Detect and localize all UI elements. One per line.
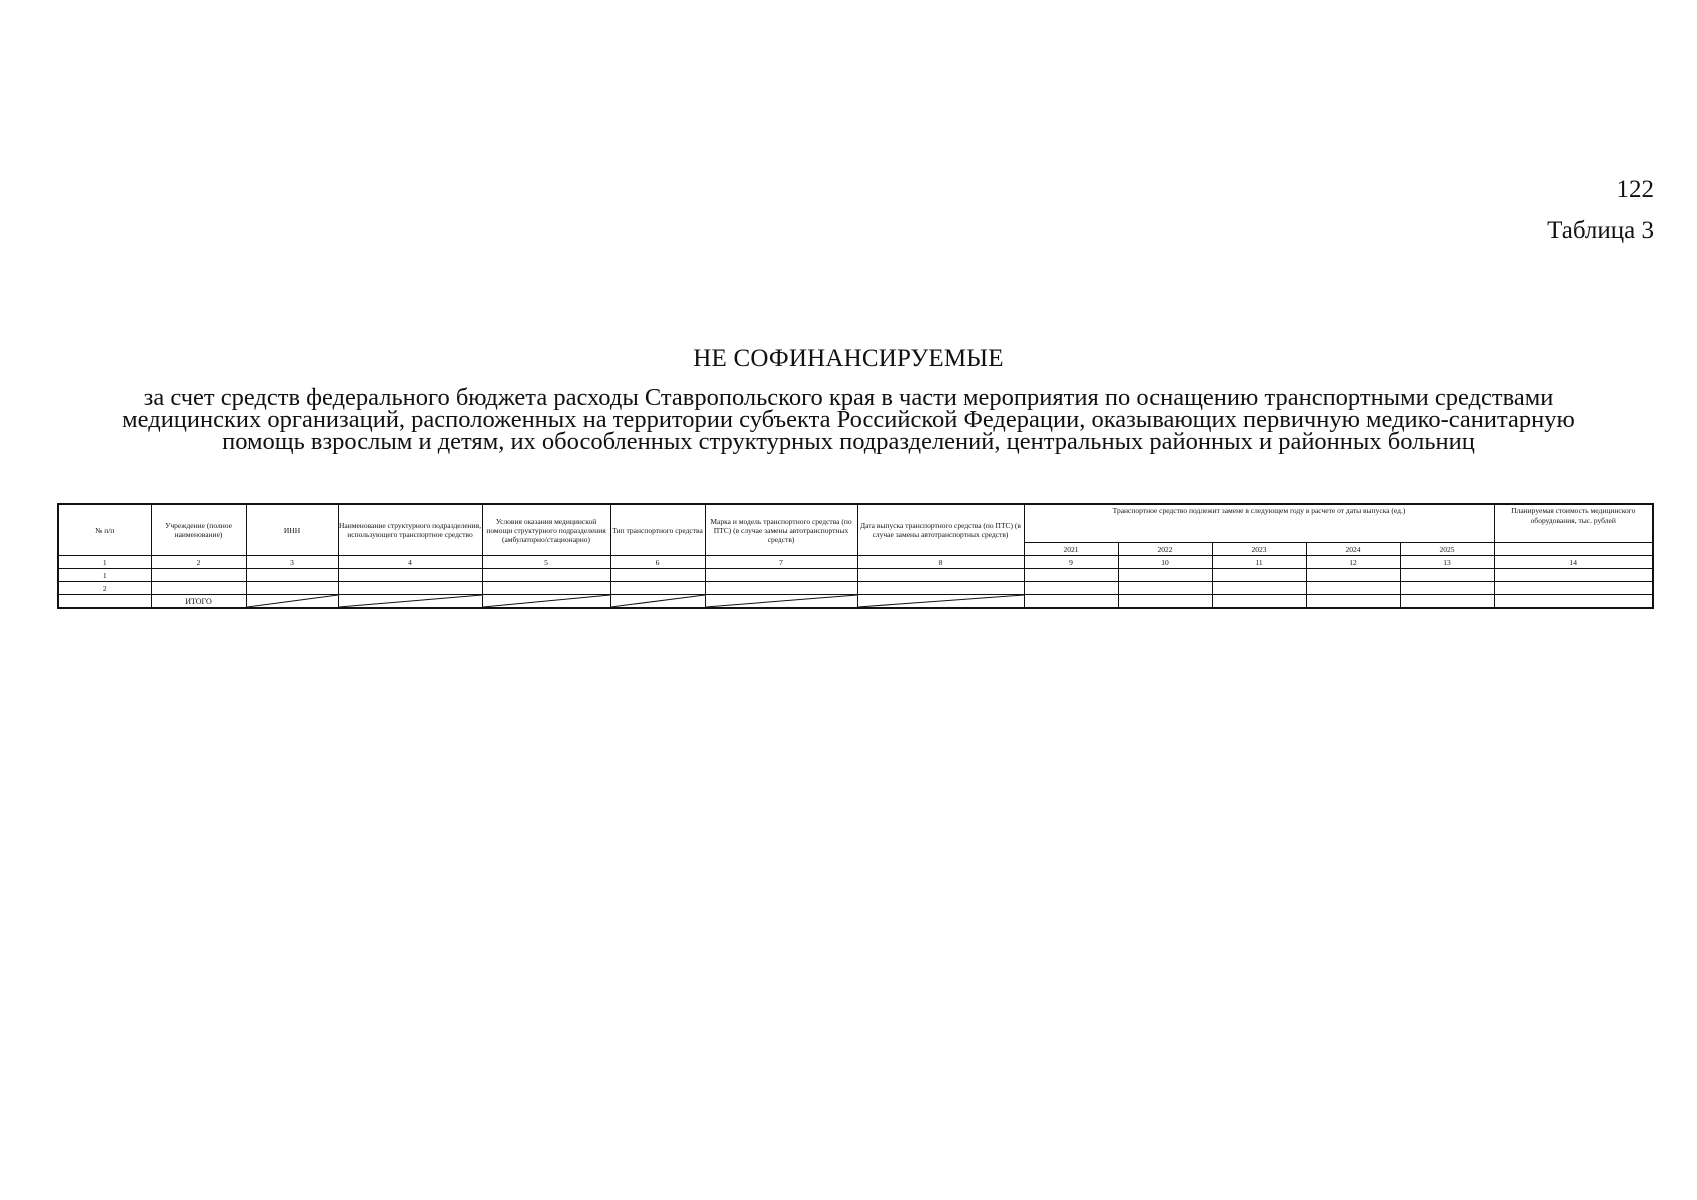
table-cell [1212,582,1306,595]
header-planned-cost: Планируемая стоимость медицинского оборудования, тыс. рублей [1494,504,1653,543]
table-cell [1494,569,1653,582]
column-number: 8 [857,556,1024,569]
header-vehicle-type: Тип транспортного средства [610,504,705,556]
column-number: 5 [482,556,610,569]
column-number: 1 [58,556,151,569]
table-cell [1212,595,1306,609]
document-subheading [60,384,1637,455]
table-cell [1494,595,1653,609]
table-cell [246,582,338,595]
header-year: 2022 [1118,543,1212,556]
table-cell [705,582,857,595]
table-cell [1306,595,1400,609]
table-cell [338,569,482,582]
table-cell [1306,569,1400,582]
table-cell [482,569,610,582]
crossed-cell [338,595,482,609]
table-cell [610,582,705,595]
table-cell [1494,582,1653,595]
subheading-line: помощь взрослым и детям, их обособленных структурных подразделений, центральных районных и районных больниц [222,428,1475,455]
header-year: 2021 [1024,543,1118,556]
column-number: 2 [151,556,246,569]
header-year: 2025 [1400,543,1494,556]
document-heading: НЕ СОФИНАНСИРУЕМЫЕ [693,345,1004,372]
header-replacement-group: Транспортное средство подлежит замене в следующем году в расчете от даты выпуска (ед.) [1024,504,1494,543]
table-cell [705,569,857,582]
table-label: Таблица 3 [1547,217,1654,244]
crossed-cell [857,595,1024,609]
column-number: 10 [1118,556,1212,569]
header-subdivision: Наименование структурного подразделения, использующего транспортное средство [338,504,482,556]
table-cell [1400,595,1494,609]
table-cell [1118,569,1212,582]
header-inn: ИНН [246,504,338,556]
table-cell [151,582,246,595]
column-number: 9 [1024,556,1118,569]
crossed-cell [610,595,705,609]
header-num: № п/п [58,504,151,556]
crossed-cell [482,595,610,609]
column-numbers-row [58,556,1653,569]
header-cost-blank [1494,543,1653,556]
table-cell [1400,582,1494,595]
column-number: 3 [246,556,338,569]
table-cell [1306,582,1400,595]
column-number: 12 [1306,556,1400,569]
total-label: ИТОГО [151,595,246,609]
table-cell [1024,595,1118,609]
header-release-date: Дата выпуска транспортного средства (по ПТС) (в случае замены автотранспортных средств) [857,504,1024,556]
table-cell [1212,569,1306,582]
header-year: 2023 [1212,543,1306,556]
vehicles-table [57,503,1654,609]
total-row [58,595,1653,609]
table-cell [482,582,610,595]
table-cell [1118,595,1212,609]
column-number: 6 [610,556,705,569]
column-number: 14 [1494,556,1653,569]
table-cell [338,582,482,595]
column-number: 4 [338,556,482,569]
row-number: 2 [58,582,151,595]
column-number: 7 [705,556,857,569]
table-cell [857,569,1024,582]
table-cell [58,595,151,609]
crossed-cell [705,595,857,609]
header-institution: Учреждение (полное наименование) [151,504,246,556]
header-vehicle-model: Марка и модель транспортного средства (по ПТС) (в случае замены автотранспортных средств) [705,504,857,556]
table-row [58,569,1653,582]
crossed-cell [246,595,338,609]
table-cell [610,569,705,582]
table-cell [246,569,338,582]
table-cell [1024,582,1118,595]
row-number: 1 [58,569,151,582]
header-year: 2024 [1306,543,1400,556]
column-number: 11 [1212,556,1306,569]
subheading-line: за счет средств федерального бюджета расходы Ставропольского края в части мероприятия по оснащению транспортными средствами [143,384,1554,411]
subheading-line: медицинских организаций, расположенных на территории субъекта Российской Федерации, оказывающих первичную медико-санитарную [122,406,1575,433]
table-cell [1024,569,1118,582]
table-row [58,582,1653,595]
table-cell [151,569,246,582]
page-number: 122 [1616,176,1654,203]
table-cell [1400,569,1494,582]
table-cell [857,582,1024,595]
table-cell [1118,582,1212,595]
column-number: 13 [1400,556,1494,569]
header-care-conditions: Условия оказания медицинской помощи структурного подразделения (амбулаторно/стационарно) [482,504,610,556]
